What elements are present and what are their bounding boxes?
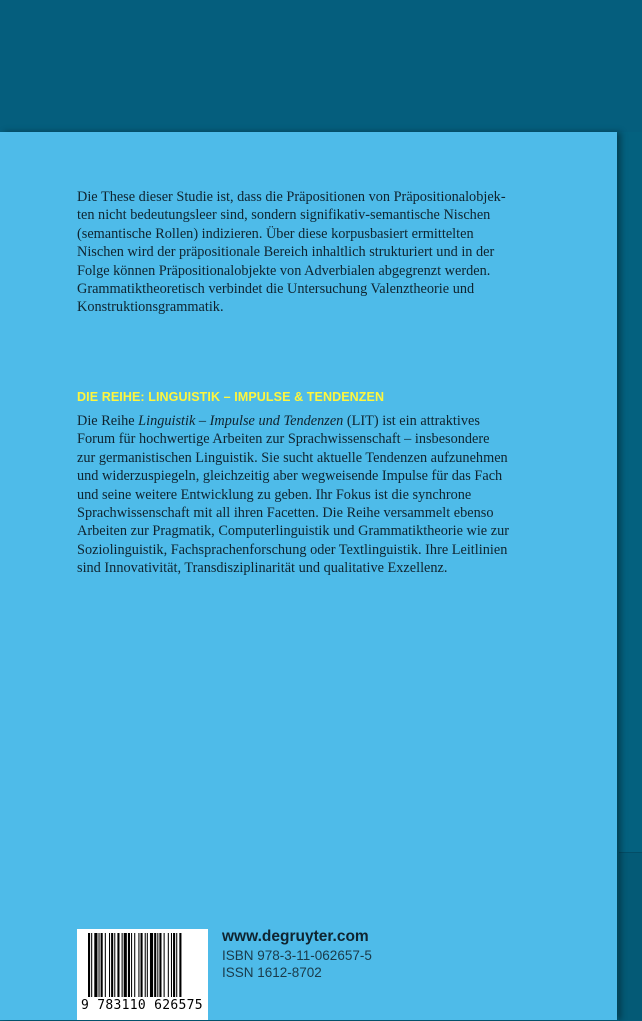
series-heading: DIE REIHE: LINGUISTIK – IMPULSE & TENDENZEN [77, 390, 385, 404]
barcode-bar [171, 933, 172, 997]
barcode-bar [159, 933, 161, 997]
barcode-bar [134, 933, 135, 997]
abstract-line: Die These dieser Studie ist, dass die Präpositionen von Präpositionalobjek- [77, 189, 506, 205]
series-line: zur germanistischen Linguistik. Sie sucht aktuelle Tendenzen aufzunehmen [77, 449, 508, 466]
barcode-bar [141, 933, 143, 997]
barcode-bar [164, 933, 165, 997]
background-right-strip [619, 132, 642, 1020]
abstract-line: Nischen wird der präpositionale Bereich inhaltlich strukturiert und in der [77, 244, 495, 261]
barcode-bar [91, 933, 92, 997]
series-line: Sprachwissenschaft mit all ihren Facetten. Die Reihe versammelt ebenso [77, 505, 494, 522]
barcode-bar [114, 933, 115, 997]
series-line: Arbeiten zur Pragmatik, Computerlinguistik und Grammatiktheorie wie zur [77, 523, 509, 540]
barcode-bar [99, 933, 100, 997]
abstract-text [77, 188, 559, 317]
barcode-bar [176, 933, 177, 997]
barcode-bar [109, 933, 110, 997]
series-intro-suffix: (LIT) ist ein attraktives [343, 413, 480, 429]
isbn-barcode [77, 929, 208, 1020]
abstract-line: (semantische Rollen) indizieren. Über diese korpusbasiert ermittelten [77, 225, 474, 242]
abstract-line: ten nicht bedeutungsleer sind, sondern signifikativ-semantische Nischen [77, 207, 491, 224]
barcode-bar [117, 933, 119, 997]
barcode-bar [154, 933, 156, 997]
barcode-bar [138, 933, 139, 997]
issn-number: ISSN 1612-8702 [222, 965, 322, 980]
series-intro-prefix: Die Reihe [77, 413, 139, 429]
barcode-bar [88, 933, 90, 997]
barcode-bars [77, 929, 208, 999]
background-top-band [0, 0, 642, 132]
isbn-number: ISBN 978-3-11-062657-5 [222, 948, 372, 963]
barcode-bar [94, 933, 97, 997]
barcode-bar [157, 933, 158, 997]
barcode-bar [105, 933, 106, 997]
barcode-bar [147, 933, 148, 997]
barcode-bar [131, 933, 132, 997]
series-line: sind Innovativität, Transdisziplinarität und qualitative Exzellenz. [77, 560, 448, 577]
series-description [77, 412, 559, 578]
barcode-digits: 9 783110 626575 [81, 998, 205, 1013]
series-line: Soziolinguistik, Fachsprachenforschung oder Textlinguistik. Ihre Leitlinien [77, 541, 508, 558]
abstract-line: Folge können Präpositionalobjekte von Adverbialen abgegrenzt werden. [77, 262, 491, 279]
barcode-bar [101, 933, 103, 997]
abstract-line: Grammatiktheoretisch verbindet die Untersuchung Valenztheorie und [77, 281, 475, 298]
barcode-bar [145, 933, 146, 997]
publisher-url: www.degruyter.com [222, 928, 369, 945]
barcode-bar [111, 933, 113, 997]
barcode-bar [173, 933, 175, 997]
series-line: Forum für hochwertige Arbeiten zur Sprachwissenschaft – insbesondere [77, 431, 490, 448]
barcode-bar [150, 933, 153, 997]
series-line: und seine weitere Entwicklung zu geben. Ihr Fokus ist die synchrone [77, 486, 472, 503]
barcode-bar [122, 933, 123, 997]
abstract-line: Konstruktionsgrammatik. [77, 299, 224, 316]
series-title-italic: Linguistik – Impulse und Tendenzen [138, 413, 344, 429]
barcode-bar [128, 933, 130, 997]
background-edge-shadow [619, 852, 642, 1021]
barcode-bar [168, 933, 169, 997]
series-intro-line [77, 412, 559, 430]
barcode-bar [179, 933, 181, 997]
series-line: und widerzuspiegeln, gleichzeitig aber wegweisende Impulse für das Fach [77, 468, 503, 485]
barcode-bar [124, 933, 127, 997]
